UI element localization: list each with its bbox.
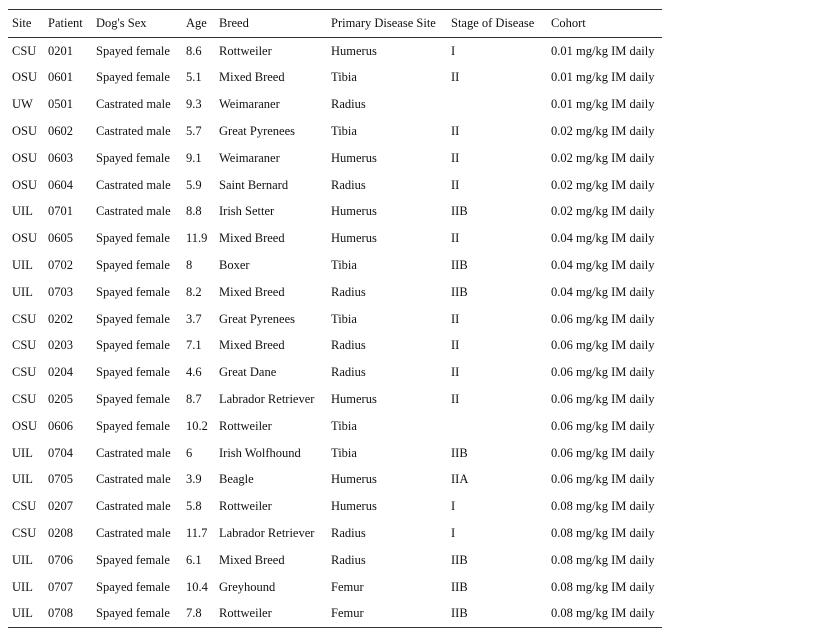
breed-cell: Mixed Breed — [219, 231, 285, 246]
age-cell: 10.2 — [186, 418, 208, 433]
disease-site-cell: Tibia — [331, 445, 357, 460]
stage-cell: I — [451, 525, 456, 540]
patient-cell: 0604 — [48, 177, 73, 192]
breed-cell: Irish Setter — [219, 204, 275, 219]
cohort-cell: 0.06 mg/kg IM daily — [551, 445, 655, 460]
patient-cell: 0707 — [48, 579, 73, 594]
disease-site-cell: Radius — [331, 365, 366, 380]
disease-site-cell: Humerus — [331, 392, 377, 406]
breed-cell: Mixed Breed — [219, 338, 285, 353]
patient-cell: 0605 — [48, 231, 73, 246]
stage-cell: I — [451, 499, 456, 514]
disease-site-cell: Tibia — [331, 418, 357, 433]
patient-cell: 0204 — [48, 365, 73, 380]
patient-cell: 0208 — [48, 525, 73, 540]
disease-site-cell: Humerus — [331, 499, 377, 514]
patient-cell: 0207 — [48, 499, 73, 514]
site-cell: OSU — [12, 150, 38, 165]
stage-cell: II — [451, 338, 460, 353]
site-cell: OSU — [12, 124, 38, 139]
column-header-dogs-sex: Dog's Sex — [92, 10, 182, 38]
sex-cell: Castrated male — [96, 177, 171, 192]
table-row — [8, 225, 662, 252]
cohort-cell: 0.02 mg/kg IM daily — [551, 150, 655, 165]
table-row — [8, 573, 662, 600]
site-cell: CSU — [12, 392, 37, 406]
sex-cell: Spayed female — [92, 600, 182, 627]
age-cell: 8 — [186, 258, 193, 273]
site-cell: UIL — [12, 445, 33, 460]
age-cell: 9.3 — [186, 97, 202, 112]
table-row — [8, 64, 662, 91]
sex-cell: Spayed female — [96, 231, 170, 246]
table-row — [8, 600, 662, 627]
patient-cell: 0701 — [48, 204, 73, 219]
age-cell: 8.7 — [186, 392, 202, 406]
disease-site-cell: Radius — [331, 552, 366, 567]
breed-cell: Mixed Breed — [219, 552, 285, 567]
column-header-patient: Patient — [44, 10, 92, 38]
column-header-site: Site — [8, 10, 44, 38]
age-cell: 5.9 — [186, 177, 202, 192]
site-cell: UW — [12, 97, 33, 112]
table-row — [8, 171, 662, 198]
age-cell: 7.8 — [182, 600, 215, 627]
column-header-age: Age — [182, 10, 215, 38]
breed-cell: Rottweiler — [219, 418, 272, 433]
sex-cell: Spayed female — [96, 579, 170, 594]
patient-cell: 0203 — [48, 338, 73, 353]
patient-cell: 0606 — [48, 418, 73, 433]
patient-cell: 0201 — [48, 43, 73, 58]
column-header-breed: Breed — [215, 10, 327, 38]
disease-site-cell: Radius — [331, 338, 366, 353]
site-cell: UIL — [12, 284, 33, 299]
site-cell: CSU — [12, 43, 37, 58]
age-cell: 5.1 — [186, 70, 202, 85]
site-cell: CSU — [12, 499, 37, 514]
stage-cell — [447, 91, 547, 118]
sex-cell: Castrated male — [96, 472, 171, 487]
stage-cell: IIA — [451, 472, 469, 487]
disease-site-cell: Femur — [327, 600, 447, 627]
age-cell: 5.7 — [186, 124, 202, 139]
cohort-cell: 0.06 mg/kg IM daily — [551, 392, 655, 406]
site-cell: UIL — [12, 552, 33, 567]
age-cell: 7.1 — [186, 338, 202, 353]
age-cell: 10.4 — [186, 579, 208, 594]
patient-cell: 0603 — [48, 150, 73, 165]
table-row — [8, 520, 662, 547]
breed-cell: Rottweiler — [215, 600, 327, 627]
stage-cell: II — [451, 392, 460, 406]
patient-cell: 0704 — [48, 445, 73, 460]
disease-site-cell: Radius — [331, 525, 366, 540]
site-cell: UIL — [8, 600, 44, 627]
table-row — [8, 493, 662, 520]
site-cell: UIL — [12, 204, 33, 219]
disease-site-cell: Radius — [331, 177, 366, 192]
sex-cell: Castrated male — [96, 97, 171, 112]
patient-cell: 0501 — [48, 97, 73, 112]
header-row — [8, 10, 662, 38]
cohort-cell: 0.08 mg/kg IM daily — [551, 552, 655, 567]
disease-site-cell: Humerus — [331, 204, 377, 219]
disease-site-cell: Humerus — [331, 472, 377, 487]
stage-cell: IIB — [451, 284, 468, 299]
stage-cell: IIB — [451, 445, 468, 460]
age-cell: 6 — [186, 445, 193, 460]
age-cell: 3.9 — [186, 472, 202, 487]
site-cell: CSU — [12, 365, 37, 380]
cohort-cell: 0.08 mg/kg IM daily — [551, 525, 655, 540]
table-row — [8, 118, 662, 145]
site-cell: OSU — [12, 70, 38, 85]
cohort-cell: 0.08 mg/kg IM daily — [547, 600, 662, 627]
stage-cell: II — [451, 150, 460, 165]
stage-cell: II — [451, 177, 460, 192]
breed-cell: Great Pyrenees — [219, 124, 296, 139]
breed-cell: Weimaraner — [219, 97, 280, 112]
site-cell: UIL — [12, 258, 33, 273]
cohort-cell: 0.06 mg/kg IM daily — [551, 338, 655, 353]
stage-cell: IIB — [451, 552, 468, 567]
stage-cell: II — [451, 70, 460, 85]
site-cell: UIL — [12, 472, 33, 487]
disease-site-cell: Humerus — [331, 150, 377, 165]
cohort-cell: 0.02 mg/kg IM daily — [551, 204, 655, 219]
age-cell: 11.9 — [186, 231, 208, 246]
sex-cell: Spayed female — [96, 418, 170, 433]
stage-cell: II — [451, 365, 460, 380]
sex-cell: Spayed female — [96, 552, 170, 567]
sex-cell: Spayed female — [96, 284, 170, 299]
cohort-cell: 0.06 mg/kg IM daily — [551, 472, 655, 487]
site-cell: OSU — [12, 231, 38, 246]
site-cell: UIL — [12, 579, 33, 594]
stage-cell: II — [451, 124, 460, 139]
cohort-cell: 0.04 mg/kg IM daily — [551, 231, 655, 246]
stage-cell — [447, 413, 547, 440]
disease-site-cell: Humerus — [331, 231, 377, 246]
table-row — [8, 466, 662, 493]
site-cell: OSU — [12, 418, 38, 433]
stage-cell: IIB — [451, 258, 468, 273]
table-row — [8, 279, 662, 306]
table-header — [8, 10, 662, 38]
sex-cell: Castrated male — [96, 204, 171, 219]
cohort-cell: 0.01 mg/kg IM daily — [551, 97, 655, 112]
table-row — [8, 145, 662, 172]
disease-site-cell: Radius — [331, 97, 366, 112]
stage-cell: IIB — [451, 579, 468, 594]
cohort-cell: 0.04 mg/kg IM daily — [551, 284, 655, 299]
age-cell: 3.7 — [186, 311, 202, 326]
patient-cell: 0705 — [48, 472, 73, 487]
cohort-cell: 0.06 mg/kg IM daily — [551, 311, 655, 326]
cohort-cell: 0.06 mg/kg IM daily — [551, 418, 655, 433]
disease-site-cell: Humerus — [331, 43, 377, 58]
table-row — [8, 252, 662, 279]
breed-cell: Great Pyrenees — [219, 311, 296, 326]
table-body — [8, 38, 662, 628]
table-row — [8, 305, 662, 332]
breed-cell: Mixed Breed — [219, 70, 285, 85]
breed-cell: Boxer — [219, 258, 250, 273]
stage-cell: II — [451, 311, 460, 326]
age-cell: 5.8 — [186, 499, 202, 514]
sex-cell: Spayed female — [96, 311, 170, 326]
patient-cell: 0703 — [48, 284, 73, 299]
breed-cell: Labrador Retriever — [219, 392, 315, 406]
age-cell: 8.8 — [186, 204, 202, 219]
sex-cell: Spayed female — [96, 365, 170, 380]
age-cell: 6.1 — [186, 552, 202, 567]
breed-cell: Irish Wolfhound — [219, 445, 301, 460]
site-cell: CSU — [12, 525, 37, 540]
breed-cell: Rottweiler — [219, 43, 272, 58]
site-cell: CSU — [12, 311, 37, 326]
patient-cell: 0205 — [48, 392, 73, 406]
cohort-cell: 0.08 mg/kg IM daily — [551, 579, 655, 594]
patient-cell: 0702 — [48, 258, 73, 273]
table-row — [8, 359, 662, 386]
column-header-stage-of-disease: Stage of Disease — [447, 10, 547, 38]
table-row — [8, 91, 662, 118]
column-header-cohort: Cohort — [547, 10, 662, 38]
cohort-cell: 0.02 mg/kg IM daily — [551, 177, 655, 192]
breed-cell: Great Dane — [219, 365, 277, 380]
age-cell: 9.1 — [186, 150, 202, 165]
patient-cell: 0706 — [48, 552, 73, 567]
breed-cell: Beagle — [219, 472, 254, 487]
sex-cell: Spayed female — [96, 392, 170, 406]
table-row — [8, 413, 662, 440]
sex-cell: Castrated male — [96, 499, 171, 514]
patient-cell: 0202 — [48, 311, 73, 326]
breed-cell: Greyhound — [219, 579, 276, 594]
sex-cell: Spayed female — [96, 43, 170, 58]
table-row — [8, 38, 662, 65]
table-row — [8, 439, 662, 466]
table-row — [8, 198, 662, 225]
patient-table-container — [8, 9, 662, 628]
disease-site-cell: Tibia — [331, 70, 357, 85]
sex-cell: Castrated male — [96, 124, 171, 139]
stage-cell: IIB — [447, 600, 547, 627]
stage-cell: IIB — [451, 204, 468, 219]
disease-site-cell: Radius — [331, 284, 366, 299]
site-cell: OSU — [12, 177, 38, 192]
age-cell: 8.2 — [186, 284, 202, 299]
patient-table — [8, 9, 662, 628]
sex-cell: Spayed female — [96, 150, 170, 165]
disease-site-cell: Tibia — [331, 258, 357, 273]
age-cell: 11.7 — [186, 525, 208, 540]
age-cell: 4.6 — [186, 365, 202, 380]
sex-cell: Spayed female — [96, 338, 170, 353]
table-row — [8, 386, 662, 413]
patient-cell: 0602 — [48, 124, 73, 139]
column-header-primary-disease-site: Primary Disease Site — [327, 10, 447, 38]
age-cell: 8.6 — [186, 43, 202, 58]
cohort-cell: 0.01 mg/kg IM daily — [551, 43, 655, 58]
disease-site-cell: Tibia — [331, 124, 357, 139]
breed-cell: Saint Bernard — [219, 177, 289, 192]
cohort-cell: 0.06 mg/kg IM daily — [551, 365, 655, 380]
table-row — [8, 332, 662, 359]
sex-cell: Spayed female — [96, 70, 170, 85]
site-cell: CSU — [12, 338, 37, 353]
sex-cell: Castrated male — [96, 445, 171, 460]
patient-cell: 0708 — [44, 600, 92, 627]
cohort-cell: 0.04 mg/kg IM daily — [551, 258, 655, 273]
cohort-cell: 0.02 mg/kg IM daily — [551, 124, 655, 139]
sex-cell: Castrated male — [96, 525, 171, 540]
breed-cell: Labrador Retriever — [219, 525, 315, 540]
breed-cell: Rottweiler — [219, 499, 272, 514]
patient-cell: 0601 — [48, 70, 73, 85]
breed-cell: Weimaraner — [219, 150, 280, 165]
stage-cell: II — [451, 231, 460, 246]
cohort-cell: 0.08 mg/kg IM daily — [551, 499, 655, 514]
table-row — [8, 547, 662, 574]
cohort-cell: 0.01 mg/kg IM daily — [551, 70, 655, 85]
disease-site-cell: Tibia — [331, 311, 357, 326]
sex-cell: Spayed female — [96, 258, 170, 273]
disease-site-cell: Femur — [331, 579, 364, 594]
stage-cell: I — [451, 43, 456, 58]
breed-cell: Mixed Breed — [219, 284, 285, 299]
